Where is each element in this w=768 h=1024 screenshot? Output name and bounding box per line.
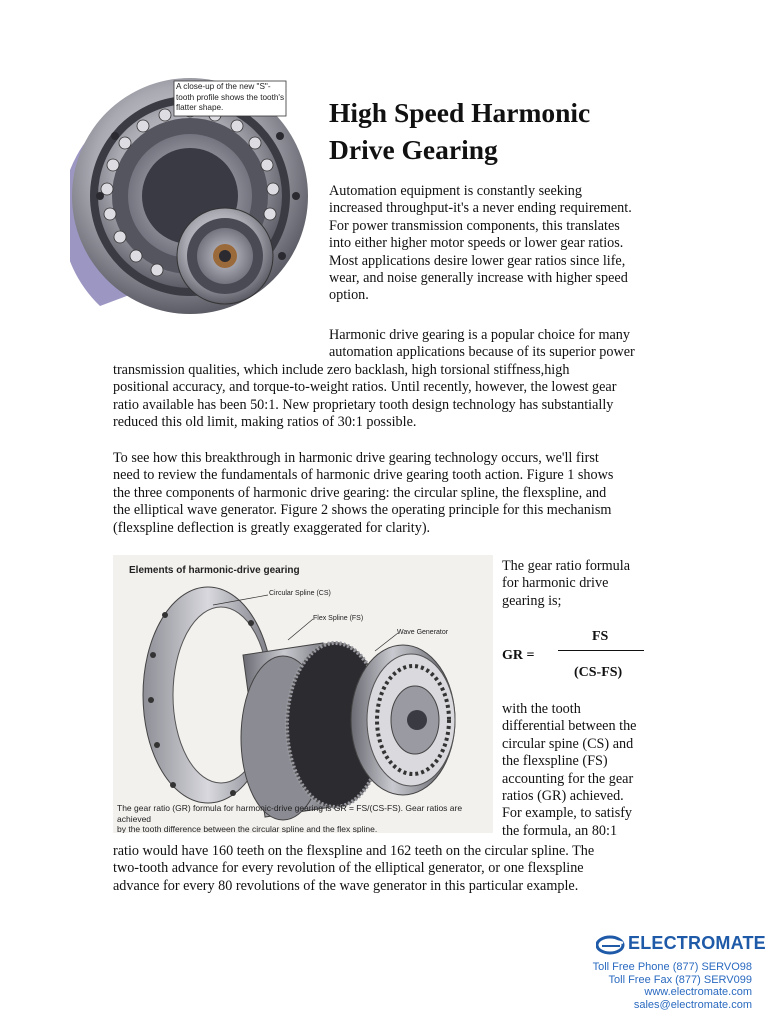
formula-denominator: (CS-FS) (574, 665, 623, 680)
figure-callout-text: A close-up of the new "S"-tooth profile shows the tooth's flatter shape. (176, 82, 285, 112)
label-circular-spline: Circular Spline (CS) (269, 590, 331, 597)
text-line: reduced this old limit, making ratios of 30:1 possible. (113, 414, 417, 431)
text-line: (flexspline deflection is greatly exaggerated for clarity). (113, 519, 431, 536)
text-line: for harmonic drive (502, 575, 609, 592)
figure-elements-harmonic-drive (113, 555, 493, 833)
title-line-1: High Speed Harmonic (329, 97, 591, 128)
caption-line-2: by the tooth difference between the circular spline and the flex spline. (117, 824, 378, 833)
text-line: automation applications because of its superior power (329, 344, 635, 361)
electromate-swoosh-icon (596, 934, 626, 956)
text-line: To see how this breakthrough in harmonic drive gearing technology occurs, we'll first (113, 450, 599, 466)
paragraph-harmonic-choice-b (113, 362, 673, 432)
text-line: wear, and noise generally increase with higher speed (329, 270, 628, 287)
figure-harmonic-drive-photo (70, 76, 322, 316)
sidebar-formula-intro (502, 558, 682, 610)
figure-title: Elements of harmonic-drive gearing (129, 565, 300, 576)
text-line: two-tooth advance for every revolution of the elliptical generator, or one flexspline (113, 860, 584, 877)
brand-name: ELECTROMATE (628, 933, 766, 953)
toll-free-phone: Toll Free Phone (877) SERVO98 (592, 961, 752, 973)
paragraph-intro (329, 183, 669, 305)
text-line: option. (329, 287, 369, 304)
electromate-logo (596, 932, 766, 958)
text-line: accounting for the gear (502, 770, 634, 787)
text-line: advance for every 80 revolutions of the wave generator in this particular example. (113, 877, 579, 894)
text-line: Harmonic drive gearing is a popular choice for many (329, 327, 630, 343)
text-line: into either higher motor speeds or lower gear ratios. (329, 235, 624, 252)
text-line: need to review the fundamentals of harmonic drive gearing tooth action. Figure 1 shows (113, 467, 614, 484)
text-line: For power transmission components, this translates (329, 217, 620, 234)
formula-numerator: FS (592, 629, 609, 644)
email-link[interactable]: sales@electromate.com (633, 998, 752, 1011)
toll-free-fax: Toll Free Fax (877) SERV099 (608, 973, 752, 986)
text-line: transmission qualities, which include zero backlash, high torsional stiffness,high (113, 362, 570, 378)
text-line: with the tooth (502, 701, 581, 717)
text-line: the formula, an 80:1 (502, 822, 618, 839)
website-link[interactable]: www.electromate.com (644, 986, 752, 998)
text-line: the elliptical wave generator. Figure 2 shows the operating principle for this mechanism (113, 502, 612, 519)
text-line: positional accuracy, and torque-to-weight ratios. Until recently, however, the lowest gear (113, 379, 617, 396)
text-line: ratio available has been 50:1. New proprietary tooth design technology has substantially (113, 396, 614, 413)
figure-caption (117, 803, 493, 833)
title-line-2: Drive Gearing (329, 134, 498, 165)
paragraph-harmonic-choice-a (329, 327, 669, 362)
text-line: The gear ratio formula (502, 558, 631, 574)
page-title (329, 94, 669, 168)
text-line: Automation equipment is constantly seeking (329, 183, 582, 199)
label-wave-generator: Wave Generator (397, 629, 449, 636)
text-line: increased throughput-it's a never ending requirement. (329, 200, 632, 217)
formula-gr-lhs: GR = (502, 648, 535, 663)
text-line: the three components of harmonic drive gearing: the circular spline, the flexspline, and (113, 484, 607, 501)
paragraph-fundamentals (113, 450, 673, 537)
label-flex-spline: Flex Spline (FS) (313, 615, 364, 622)
text-line: For example, to satisfy (502, 805, 633, 822)
text-line: circular spine (CS) and (502, 735, 634, 752)
caption-line-1: The gear ratio (GR) formula for harmonic-drive gearing is GR = FS/(CS-FS). Gear ratios are achieved (117, 803, 463, 824)
text-line: ratio would have 160 teeth on the flexspline and 162 teeth on the circular spline. The (113, 843, 595, 859)
contact-block (560, 961, 752, 1011)
text-line: Most applications desire lower gear ratios since life, (329, 252, 626, 269)
text-line: ratios (GR) achieved. (502, 788, 624, 805)
formula-fraction-bar (558, 650, 644, 651)
text-line: the flexspline (FS) (502, 753, 608, 770)
paragraph-example (113, 843, 673, 895)
sidebar-formula-explanation (502, 701, 682, 840)
text-line: gearing is; (502, 592, 562, 609)
text-line: differential between the (502, 718, 637, 735)
